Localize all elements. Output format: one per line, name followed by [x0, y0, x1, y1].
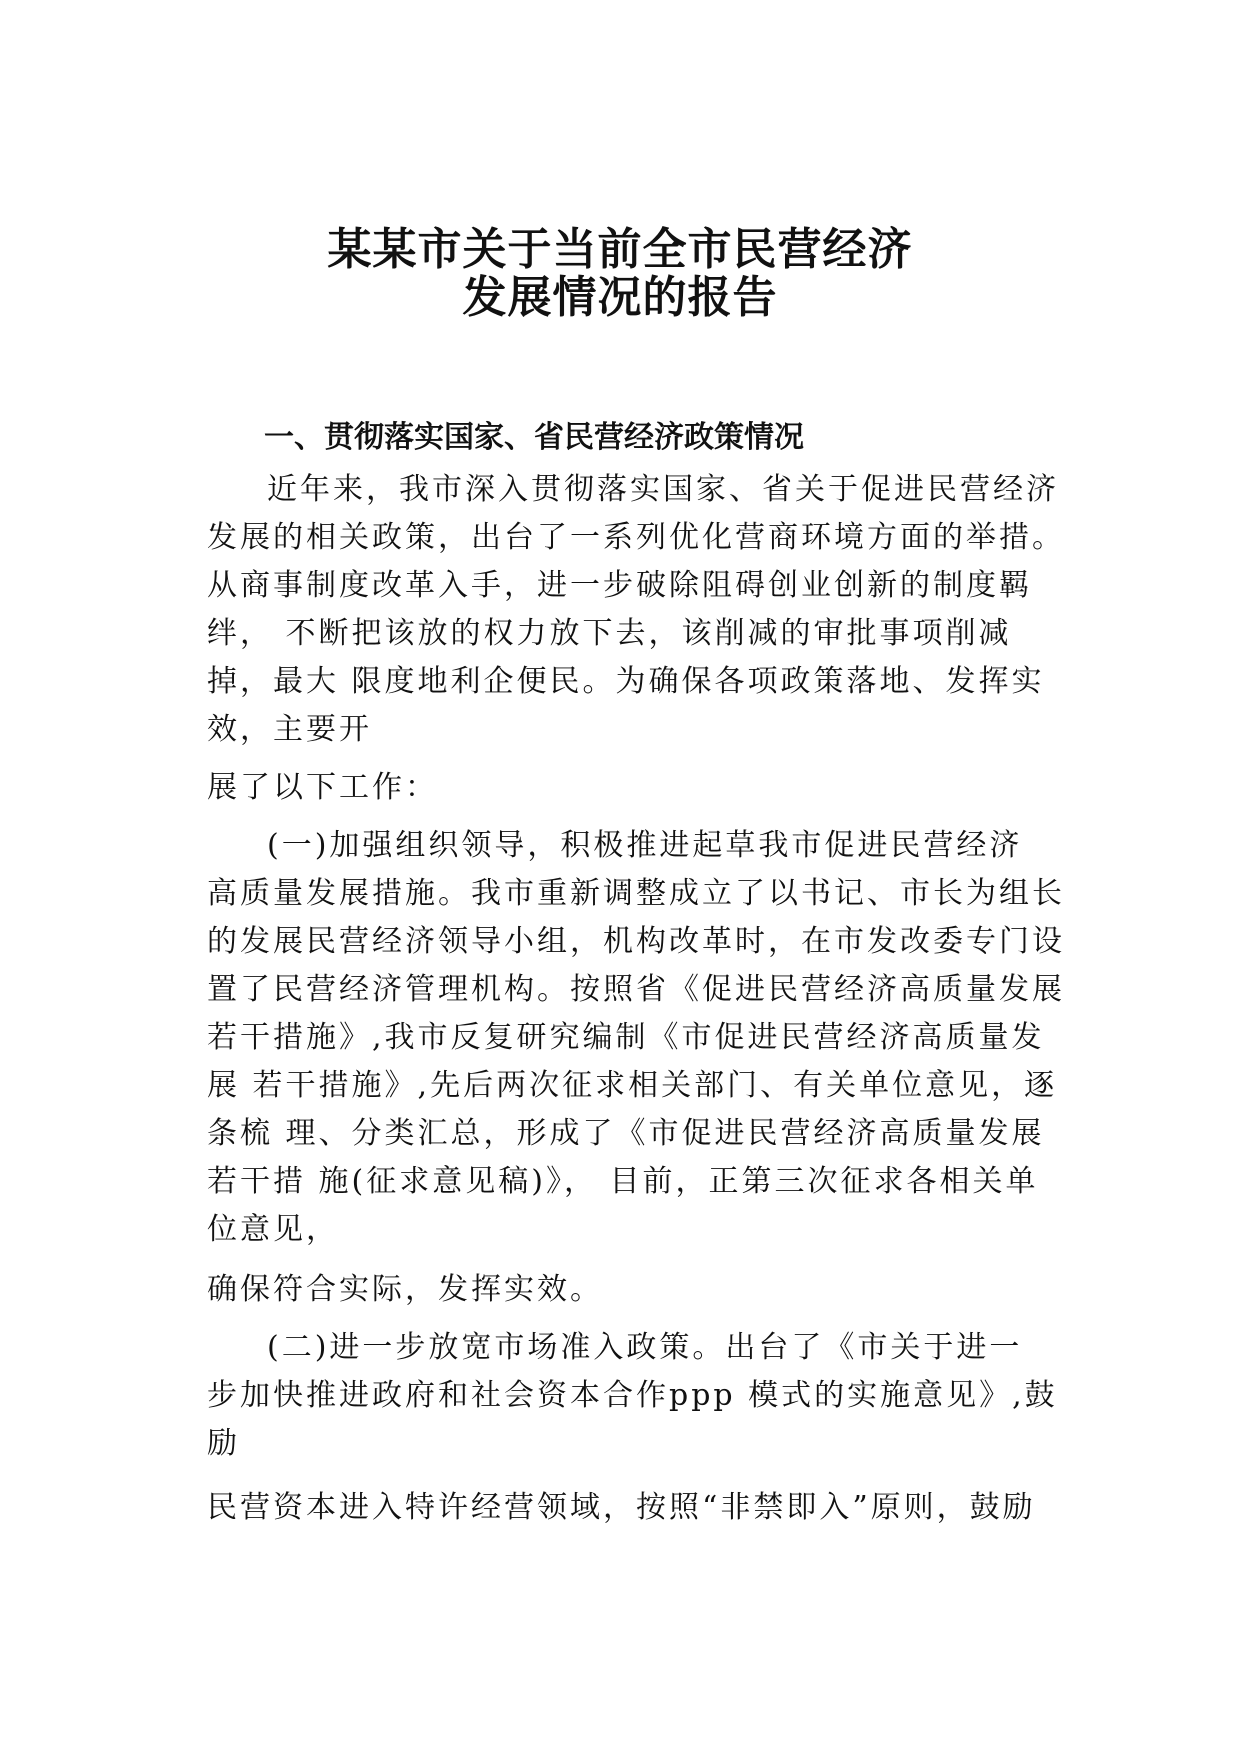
document-title-line-2: 发展情况的报告 [462, 272, 778, 323]
body-line: (一)加强组织领导，积极推进起草我市促进民营经济 [267, 828, 1023, 863]
body-line: 置了民营经济管理机构。按照省《促进民营经济高质量发展 [207, 972, 1065, 1007]
body-line: 步加快推进政府和社会资本合作ppp 模式的实施意见》,鼓 [207, 1378, 1058, 1413]
document-title-line-1: 某某市关于当前全市民营经济 [327, 224, 913, 275]
body-line: 高质量发展措施。我市重新调整成立了以书记、市长为组长 [207, 876, 1065, 911]
body-line: 的发展民营经济领导小组，机构改革时，在市发改委专门设 [207, 924, 1065, 959]
body-line: 展了以下工作： [207, 770, 438, 805]
body-line: 从商事制度改革入手，进一步破除阻碍创业创新的制度羁 [207, 568, 1032, 603]
body-line: 若干措 施(征求意见稿)》， 目前，正第三次征求各相关单 [207, 1164, 1039, 1199]
body-line: 展 若干措施》,先后两次征求相关部门、有关单位意见，逐 [207, 1068, 1058, 1103]
body-line: 掉，最大 限度地利企便民。为确保各项政策落地、发挥实 [207, 664, 1045, 699]
body-line: 励 [207, 1426, 240, 1461]
body-line: 近年来，我市深入贯彻落实国家、省关于促进民营经济 [267, 472, 1059, 507]
body-line: 位意见， [207, 1212, 339, 1247]
body-line: (二)进一步放宽市场准入政策。出台了《市关于进一 [267, 1330, 1023, 1365]
section-heading: 一、贯彻落实国家、省民营经济政策情况 [264, 420, 804, 455]
body-line: 确保符合实际，发挥实效。 [207, 1272, 603, 1307]
body-line: 若干措施》,我市反复研究编制《市促进民营经济高质量发 [207, 1020, 1045, 1055]
body-line: 条梳 理、分类汇总，形成了《市促进民营经济高质量发展 [207, 1116, 1045, 1151]
body-line: 发展的相关政策，出台了一系列优化营商环境方面的举措。 [207, 520, 1065, 555]
body-line: 绊， 不断把该放的权力放下去，该削减的审批事项削减 [207, 616, 1012, 651]
body-line: 民营资本进入特许经营领域，按照“非禁即入”原则，鼓励 [207, 1490, 1036, 1525]
body-line: 效，主要开 [207, 712, 372, 747]
